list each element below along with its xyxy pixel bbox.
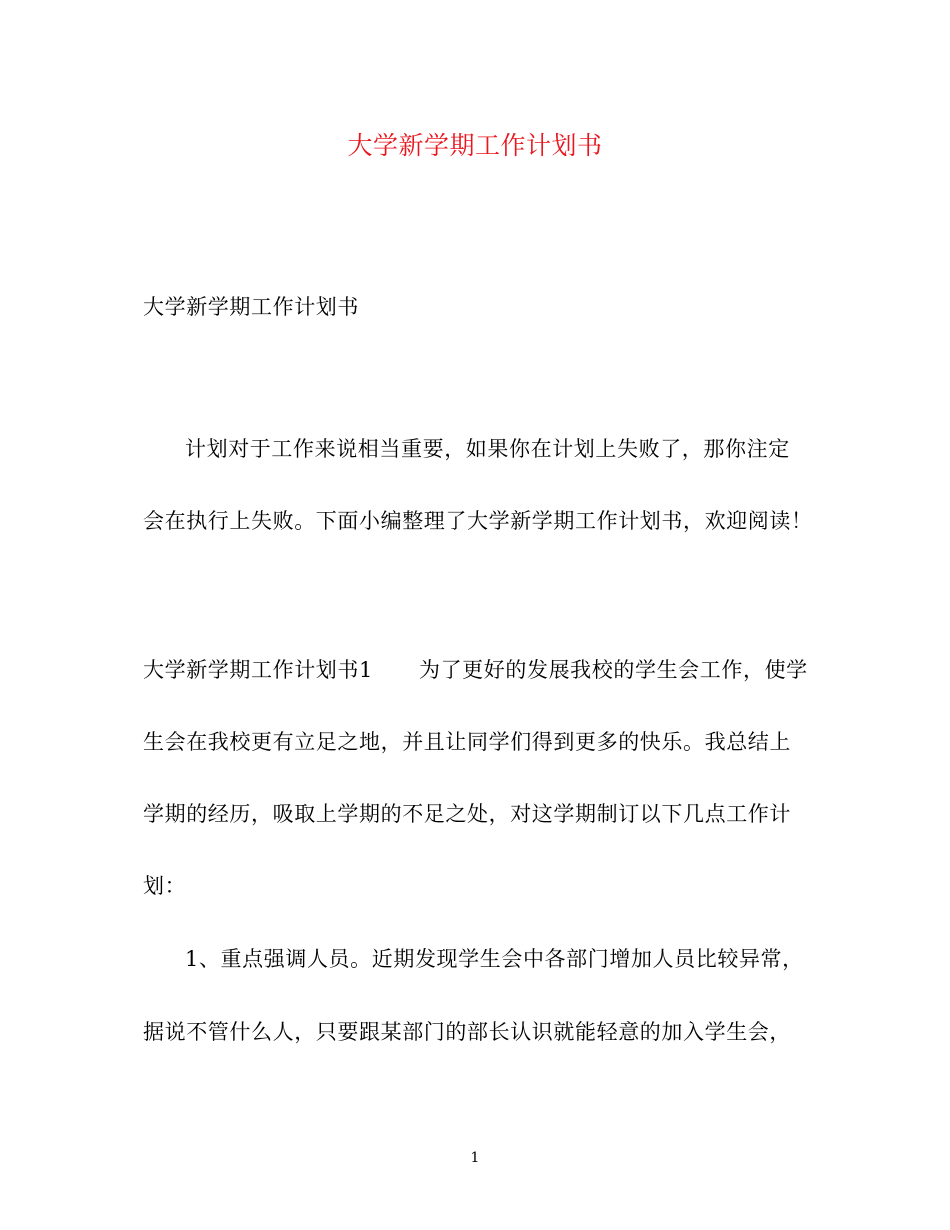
section1-line-2: 生会在我校更有立足之地，并且让同学们得到更多的快乐。我总结上 [143,730,791,754]
section1-line-1: 为了更好的发展我校的学生会工作，使学 [418,658,808,682]
section1-line-4: 划： [143,874,187,898]
item1-line-2: 据说不管什么人，只要跟某部门的部长认识就能轻意的加入学生会， [143,1020,791,1044]
document-title: 大学新学期工作计划书 [347,131,603,160]
intro-line-2: 会在执行上失败。下面小编整理了大学新学期工作计划书，欢迎阅读！ [143,509,813,533]
section1-first-line [143,655,808,685]
item1-line-1: 1、重点强调人员。近期发现学生会中各部门增加人员比较异常， [185,947,804,971]
document-subheading: 大学新学期工作计划书 [143,295,359,319]
section1-line-3: 学期的经历，吸取上学期的不足之处，对这学期制订以下几点工作计 [143,802,791,826]
section1-heading: 大学新学期工作计划书1 [143,658,373,682]
page-number: 1 [470,1150,480,1166]
intro-line-1: 计划对于工作来说相当重要，如果你在计划上失败了，那你注定 [185,437,790,461]
